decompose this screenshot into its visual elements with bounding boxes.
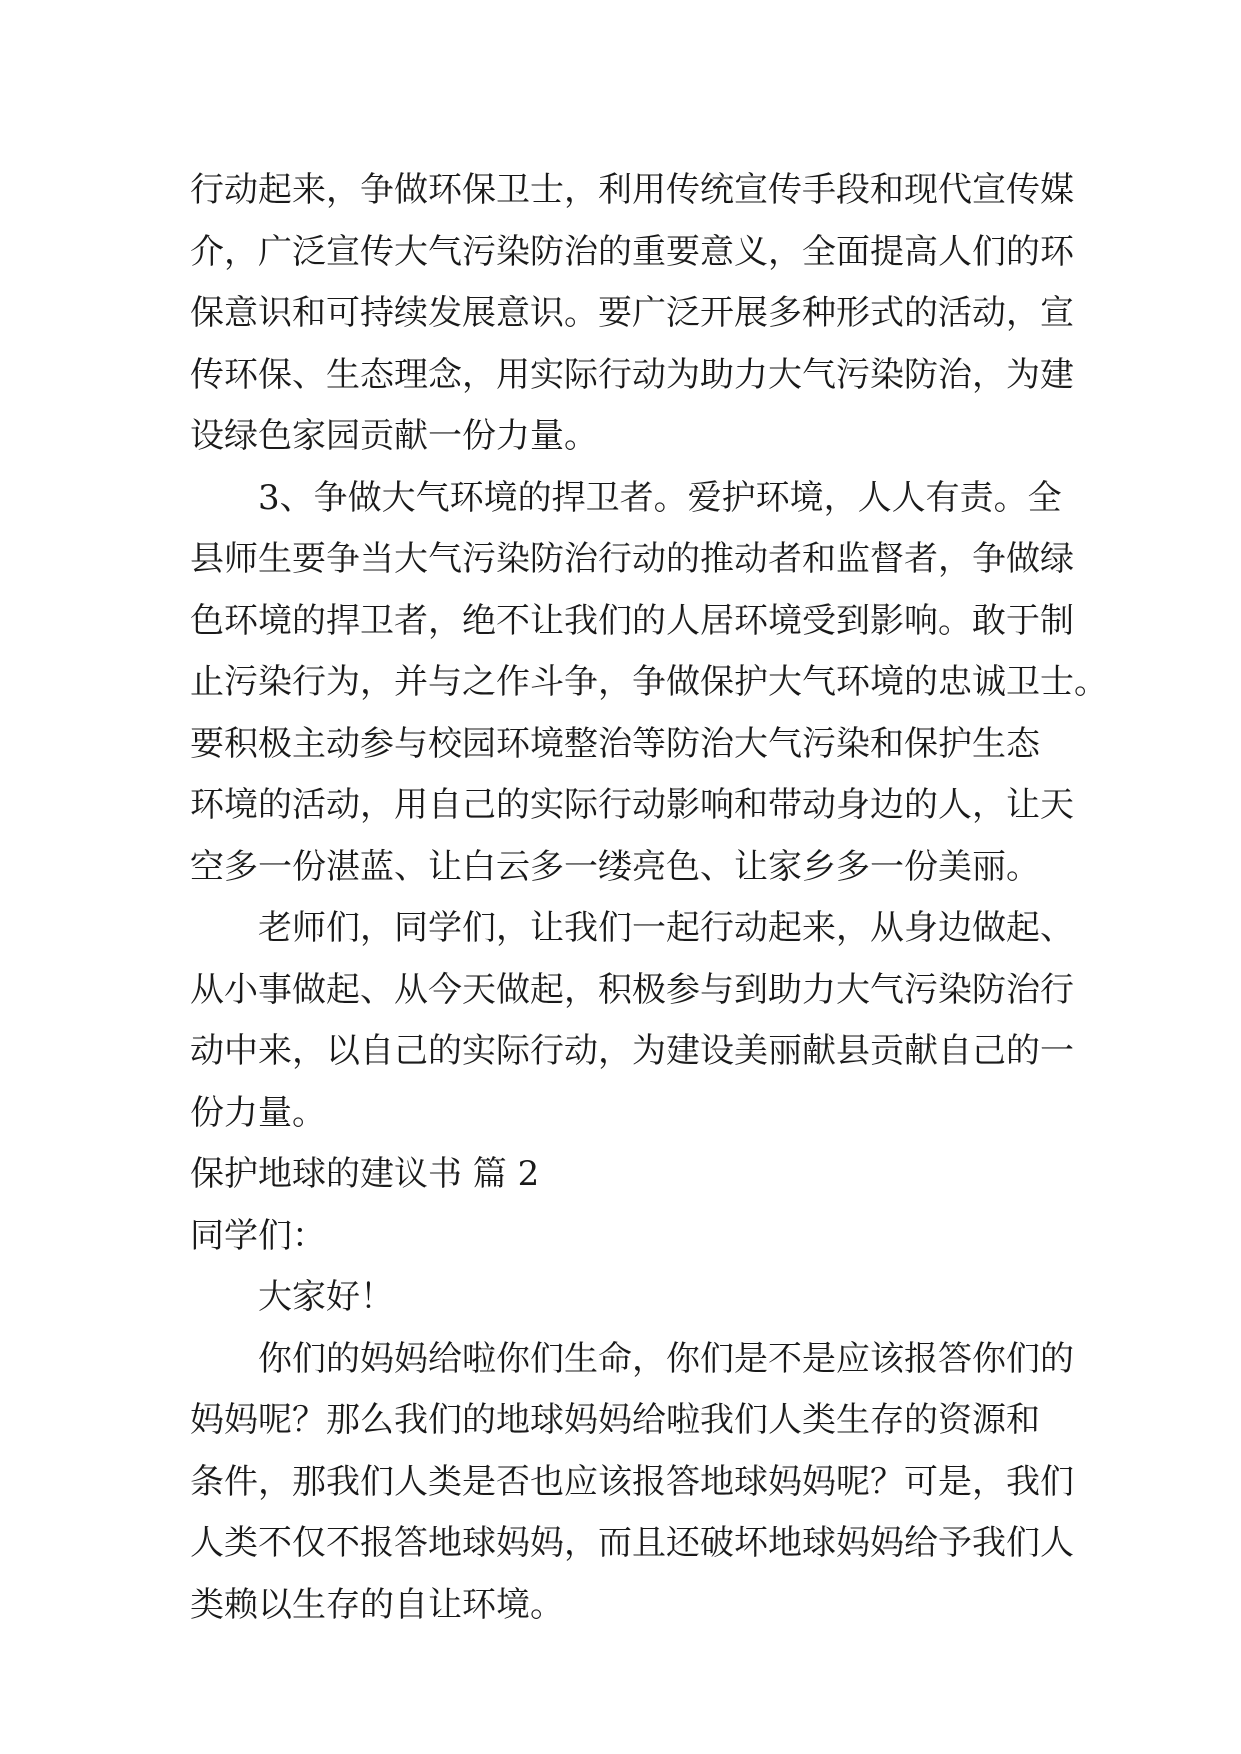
text-line: 环境的活动，用自己的实际行动影响和带动身边的人，让天 [190, 785, 1074, 825]
text-line: 你们的妈妈给啦你们生命，你们是不是应该报答你们的 [258, 1338, 1074, 1379]
document-page [190, 160, 1108, 1636]
text-line: 人类不仅不报答地球妈妈，而且还破坏地球妈妈给予我们人 [190, 1523, 1074, 1563]
salutation: 同学们： [190, 1215, 326, 1256]
paragraph-closing [190, 898, 1074, 1144]
text-line: 从小事做起、从今天做起，积极参与到助力大气污染防治行 [190, 969, 1074, 1010]
text-line: 份力量。 [190, 1092, 326, 1133]
text-line: 传环保、生态理念，用实际行动为助力大气污染防治，为建 [190, 354, 1074, 395]
greeting: 大家好！ [258, 1277, 394, 1317]
text-line: 要积极主动参与校园环境整治等防治大气污染和保护生态 [190, 723, 1040, 764]
text-line: 介，广泛宣传大气污染防治的重要意义，全面提高人们的环 [190, 231, 1074, 272]
text-line: 县师生要争当大气污染防治行动的推动者和监督者，争做绿 [190, 539, 1074, 579]
text-line: 止污染行为，并与之作斗争，争做保护大气环境的忠诚卫士。 [190, 662, 1108, 702]
paragraph-body [190, 1329, 1074, 1637]
text-line: 动中来，以自己的实际行动，为建设美丽献县贡献自己的一 [190, 1031, 1074, 1071]
text-line: 条件，那我们人类是否也应该报答地球妈妈呢？可是，我们 [190, 1461, 1074, 1502]
text-line: 3、争做大气环境的捍卫者。爱护环境，人人有责。全 [258, 477, 1062, 518]
text-line: 色环境的捍卫者，绝不让我们的人居环境受到影响。敢于制 [190, 600, 1074, 641]
text-line: 行动起来，争做环保卫士，利用传统宣传手段和现代宣传媒 [190, 170, 1074, 210]
text-line: 类赖以生存的自让环境。 [190, 1584, 564, 1625]
paragraph-continuation [190, 160, 1074, 468]
section-title: 保护地球的建议书 篇 2 [190, 1154, 540, 1194]
text-line: 保意识和可持续发展意识。要广泛开展多种形式的活动，宣 [190, 293, 1074, 333]
paragraph-point-3 [190, 468, 1108, 899]
text-line: 老师们，同学们，让我们一起行动起来，从身边做起、 [258, 908, 1074, 948]
text-line: 妈妈呢？那么我们的地球妈妈给啦我们人类生存的资源和 [190, 1400, 1040, 1440]
text-line: 设绿色家园贡献一份力量。 [190, 416, 598, 456]
text-line: 空多一份湛蓝、让白云多一缕亮色、让家乡多一份美丽。 [190, 846, 1040, 887]
